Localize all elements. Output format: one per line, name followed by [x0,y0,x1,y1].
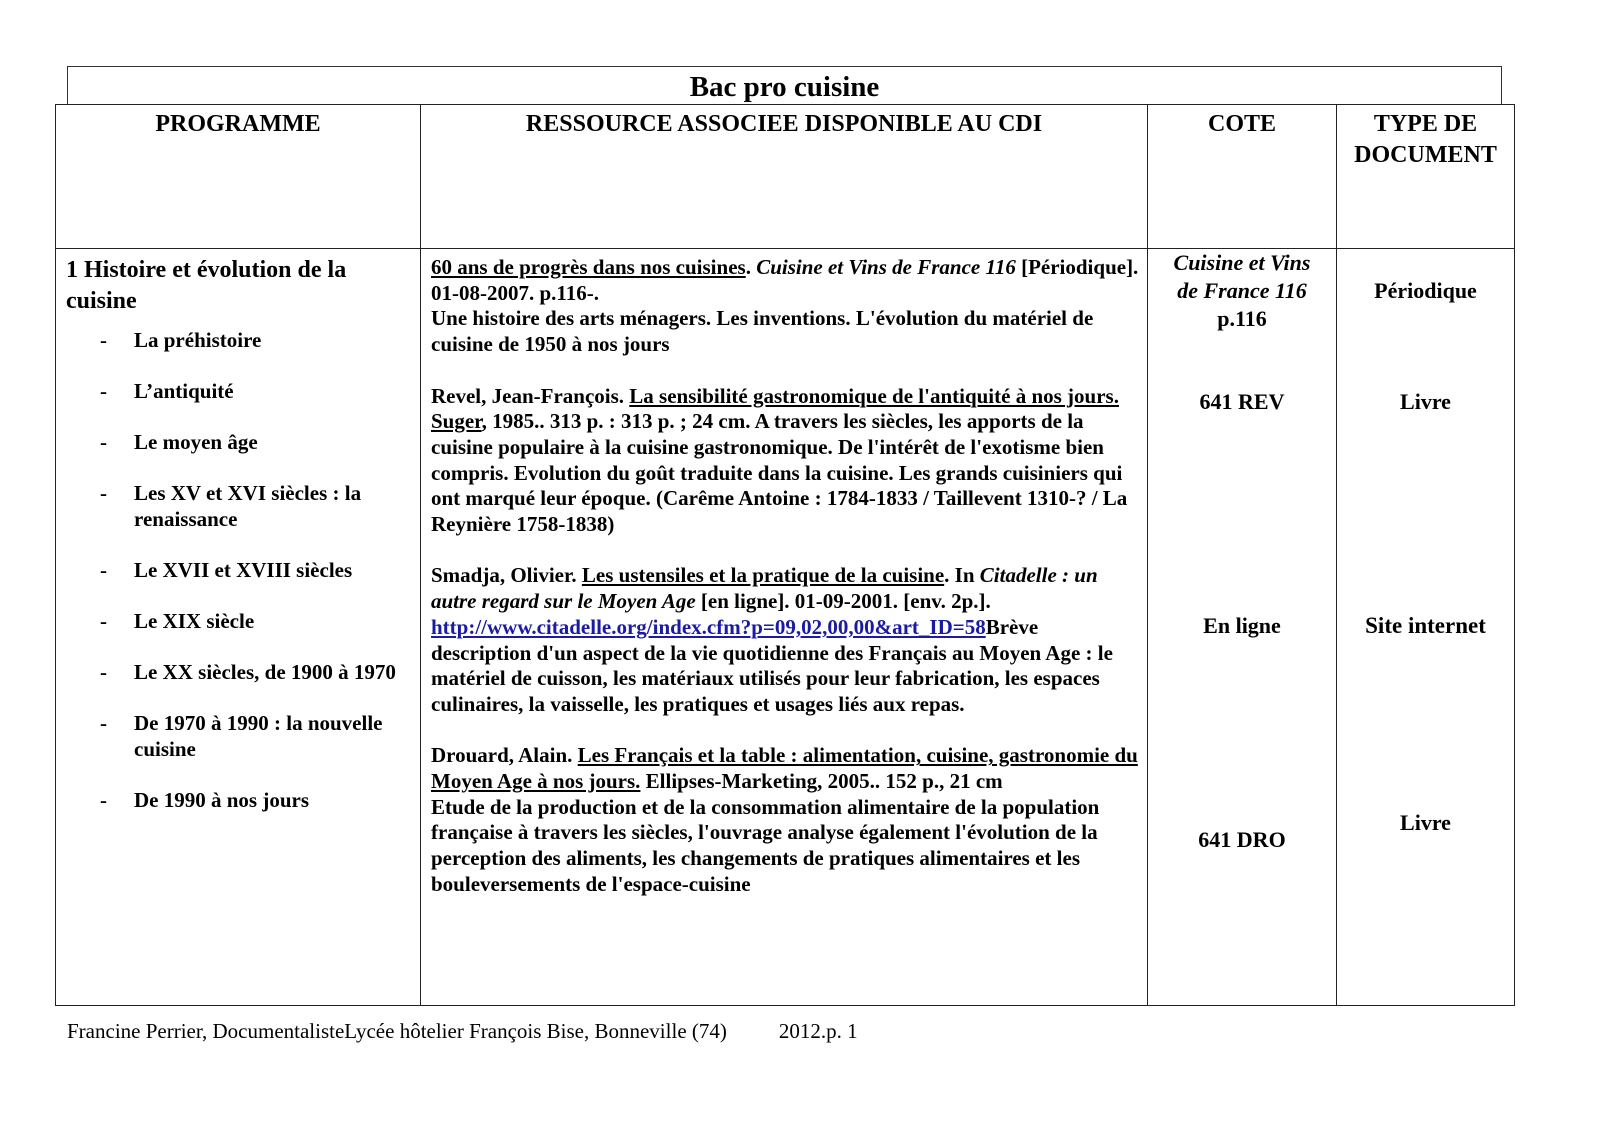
document-title: Bac pro cuisine [67,66,1502,104]
type-3: Site internet [1365,613,1486,638]
type-2: Livre [1400,389,1451,414]
header-type [1337,105,1515,249]
cote-1-line2: de France 116 [1177,278,1307,303]
cote-1-line1: Cuisine et Vins [1173,250,1311,275]
footer-author: Francine Perrier, DocumentalisteLycée hôtelier François Bise, Bonneville (74) [67,1019,727,1043]
list-item: - Le XVII et XVIII siècles [66,557,412,583]
resource-author: Revel, Jean-François. [431,383,630,408]
resource-title-link[interactable]: 60 ans de progrès dans nos cuisines [431,255,746,279]
resource-entry-3 [431,563,1139,717]
list-item: - Les XV et XVI siècles : la renaissance [66,480,412,532]
cote-cell [1148,249,1337,1006]
resource-details: [en ligne]. 01-09-2001. [env. 2p.]. [695,589,991,614]
header-ressource: RESSOURCE ASSOCIEE DISPONIBLE AU CDI [421,105,1148,249]
resource-title-link[interactable]: Les ustensiles et la pratique de la cuisine [581,563,945,588]
resource-title-link[interactable]: Les Français et la table : alimentation, cuisine, gastronomie du Moyen Age à nos jours. [431,743,1138,794]
cote-4: 641 DRO [1198,827,1286,852]
list-item: - Le XIX siècle [66,608,412,634]
resource-summary: Une histoire des arts ménagers. Les inventions. L'évolution du matériel de cuisine de 1950 à nos jours [431,306,1094,357]
header-type-line2: DOCUMENT [1354,142,1497,168]
type-cell [1337,249,1515,1006]
list-item: - Le XX siècles, de 1900 à 1970 [66,659,412,685]
footer [67,1017,858,1045]
resource-table [55,104,1515,1006]
list-item: - Le moyen âge [66,429,412,455]
resource-author: Drouard, Alain. [431,743,578,768]
resource-source: Citadelle : un autre regard sur le Moyen Age [431,563,1098,614]
resource-details: Ellipses-Marketing, 2005.. 152 p., 21 cm [640,769,1003,794]
list-item: - La préhistoire [66,327,412,353]
header-type-line1: TYPE DE [1373,111,1478,137]
resource-details: [Périodique]. 01-08-2007. p.116-. [431,255,1139,305]
resource-separator: . [745,255,757,279]
resource-summary: Etude de la production et de la consommation alimentaire de la population française à travers les siècles, l'ouvrage analyse également l'évolution de la perception des aliments, les changements de pratiques alimentaires et les bouleversements de l'espace-cuisine [431,794,1100,896]
resource-entry-1 [431,255,1139,358]
resource-entry-2 [431,384,1139,538]
resource-entry-4 [431,743,1139,897]
cote-2: 641 REV [1199,389,1285,414]
resource-url-link[interactable]: http://www.citadelle.org/index.cfm?p=09,02,00,00&art_ID=58 [431,614,986,639]
header-cote: COTE [1148,105,1337,249]
programme-cell [56,249,421,1006]
table-row [56,249,1515,1006]
resource-title-link[interactable]: La sensibilité gastronomique de l'antiquité à nos jours. Suger [431,383,1119,434]
programme-list [66,327,412,813]
cote-1 [1148,249,1336,333]
type-1: Périodique [1374,278,1477,303]
list-item: - De 1970 à 1990 : la nouvelle cuisine [66,710,412,762]
header-programme: PROGRAMME [56,105,421,249]
resources-cell [421,249,1148,1006]
resource-author: Smadja, Olivier. [431,563,582,588]
table-header-row [56,105,1515,249]
cote-3: En ligne [1203,613,1281,638]
list-item: - L’antiquité [66,378,412,404]
list-item: - De 1990 à nos jours [66,787,412,813]
resource-source: Cuisine et Vins de France 116 [756,255,1016,279]
resource-in: . In [944,563,980,588]
programme-title: 1 Histoire et évolution de la cuisine [66,257,347,314]
type-4: Livre [1400,810,1451,835]
cote-1-line3: p.116 [1217,306,1267,331]
resource-summary: Brève description d'un aspect de la vie quotidienne des Français au Moyen Age : le matériel de cuisson, les matériaux utilisés pour leur fabrication, les espaces culinaires, la vaisselle, les pratiques et usages liés aux repas. [431,614,1113,716]
resource-details: , 1985.. 313 p. : 313 p. ; 24 cm. A travers les siècles, les apports de la cuisine populaire à la cuisine gastronomique. De l'intérêt de l'exotisme bien compris. Evolution du goût traduite dans la cuisine. Les grands cuisiniers qui ont marqué leur époque. (Carême Antoine : 1784-1833 / Taillevent 1310-? / La Reynière 1758-1838) [431,409,1128,537]
footer-page: 2012.p. 1 [778,1019,858,1043]
